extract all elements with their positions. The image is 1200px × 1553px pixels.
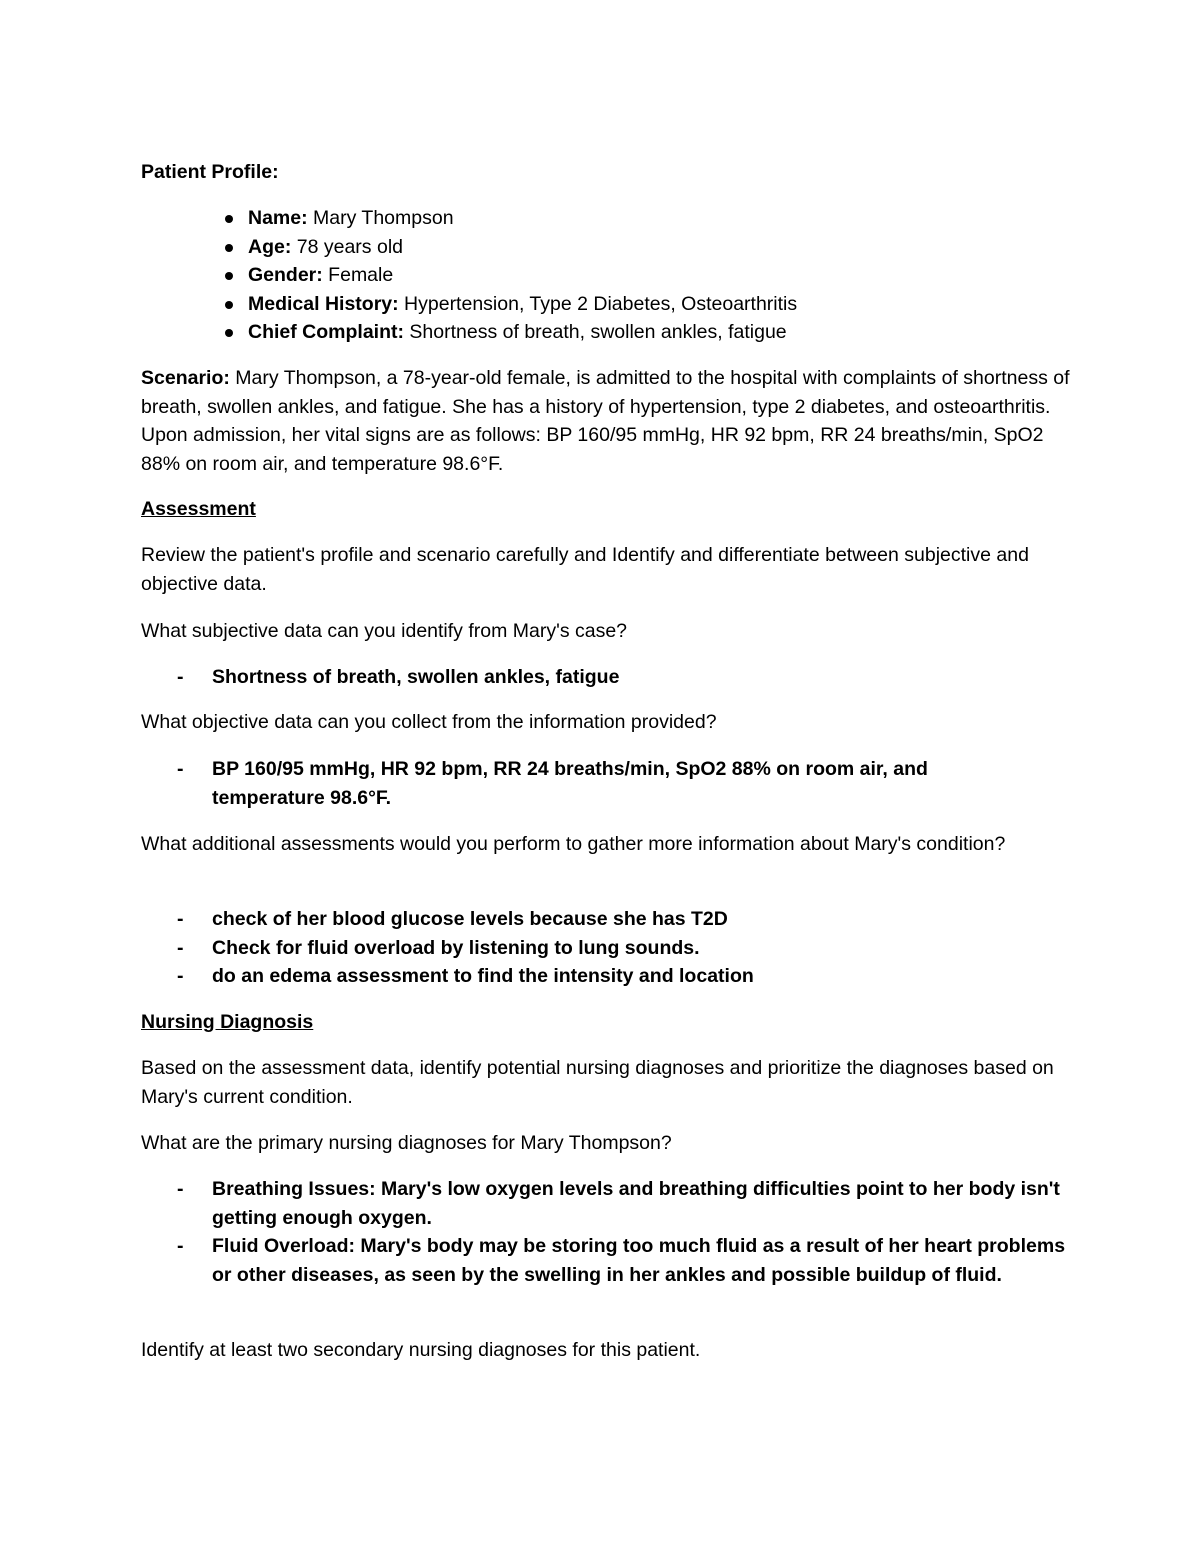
bullet-icon xyxy=(225,215,233,223)
subjective-answer-list xyxy=(141,663,1071,692)
bullet-icon xyxy=(225,244,233,252)
profile-value: Female xyxy=(322,264,394,286)
additional-assessment-list xyxy=(141,905,1071,991)
list-item: - do an edema assessment to find the intensity and location xyxy=(141,962,1072,991)
dash-marker: - xyxy=(177,1178,184,1200)
dash-marker: - xyxy=(177,758,184,780)
dash-marker: - xyxy=(177,908,184,930)
profile-label: Chief Complaint: xyxy=(248,321,404,343)
dash-marker: - xyxy=(177,1235,184,1257)
list-item: - Shortness of breath, swollen ankles, fatigue xyxy=(141,663,1072,692)
scenario-text: Mary Thompson, a 78-year-old female, is admitted to the hospital with complaints of shortness of breath, swollen ankles, and fatigue. She has a history of hypertension, type 2 diabetes, and osteoarthritis. Upon admission, her vital signs are as follows: BP 160/95 mmHg, HR 92 bpm, RR 24 breaths/min, SpO2 88% on room air, and temperature 98.6°F. xyxy=(141,367,1070,475)
profile-value: 78 years old xyxy=(291,235,403,258)
primary-diagnoses-list xyxy=(141,1175,1071,1289)
list-item: - Fluid Overload: Mary's body may be storing too much fluid as a result of her heart problems or other diseases, as seen by the swelling in her ankles and possible buildup of fluid. xyxy=(141,1232,1072,1289)
dash-marker: - xyxy=(177,965,184,987)
scenario-label: Scenario: xyxy=(141,367,230,389)
dash-marker: - xyxy=(177,936,184,959)
objective-question: What objective data can you collect from the information provided? xyxy=(141,711,717,733)
profile-value: Shortness of breath, swollen ankles, fatigue xyxy=(404,321,787,343)
bullet-icon xyxy=(225,272,233,280)
profile-label: Name: xyxy=(248,207,308,229)
objective-answer-list xyxy=(141,755,1071,812)
profile-label: Medical History: xyxy=(248,292,399,315)
list-item: - Breathing Issues: Mary's low oxygen levels and breathing difficulties point to her body isn't getting enough oxygen. xyxy=(141,1175,1072,1232)
scenario-paragraph xyxy=(141,364,1071,478)
profile-item-medical-history xyxy=(141,290,1071,319)
profile-label: Gender: xyxy=(248,264,323,286)
profile-item-name xyxy=(141,204,1071,233)
profile-list xyxy=(141,204,1071,347)
primary-diagnoses-question: What are the primary nursing diagnoses for Mary Thompson? xyxy=(141,1132,672,1154)
secondary-diagnoses-question: Identify at least two secondary nursing diagnoses for this patient. xyxy=(141,1339,701,1361)
assessment-heading: Assessment xyxy=(141,498,256,520)
assessment-intro: Review the patient's profile and scenario carefully and Identify and differentiate between subjective and objective data. xyxy=(141,544,1029,595)
profile-item-chief-complaint xyxy=(141,318,1071,347)
profile-item-gender xyxy=(141,261,1071,290)
profile-label: Age: xyxy=(248,235,292,258)
profile-item-age xyxy=(141,233,1071,262)
profile-value: Hypertension, Type 2 Diabetes, Osteoarthritis xyxy=(398,292,798,315)
bullet-icon xyxy=(225,329,233,337)
diagnosis-intro: Based on the assessment data, identify potential nursing diagnoses and prioritize the diagnoses based on Mary's current condition. xyxy=(141,1057,1054,1108)
list-item: - Check for fluid overload by listening to lung sounds. xyxy=(141,934,1072,963)
subjective-question: What subjective data can you identify from Mary's case? xyxy=(141,620,628,642)
nursing-diagnosis-heading: Nursing Diagnosis xyxy=(141,1011,314,1033)
list-item: - BP 160/95 mmHg, HR 92 bpm, RR 24 breaths/min, SpO2 88% on room air, and temperature 98.6°F. xyxy=(141,755,1012,812)
additional-assessment-question: What additional assessments would you perform to gather more information about Mary's condition? xyxy=(141,833,1006,855)
list-item: - check of her blood glucose levels because she has T2D xyxy=(141,905,1072,934)
bullet-icon xyxy=(225,301,233,309)
patient-profile-heading: Patient Profile: xyxy=(141,161,279,183)
dash-marker: - xyxy=(177,666,184,688)
profile-value: Mary Thompson xyxy=(307,207,454,229)
